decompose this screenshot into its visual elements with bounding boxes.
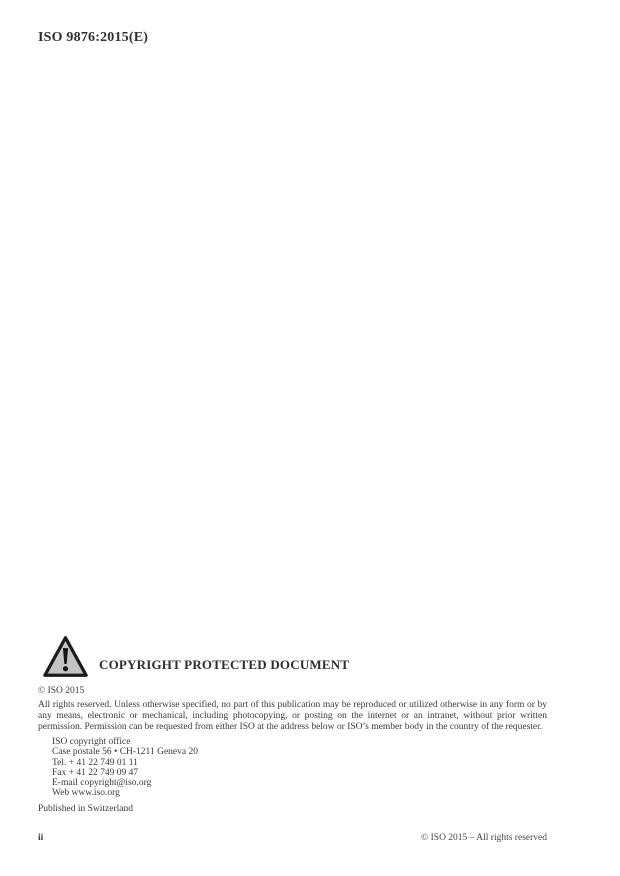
page-footer <box>38 833 547 843</box>
warning-triangle-icon <box>42 634 89 679</box>
rights-notice-paragraph: All rights reserved. Unless otherwise specified, no part of this publication may be reproduced or utilized otherwise in any form or by any means, electronic or mechanical, including photocopying, or posting on the internet or an intranet, without prior written permission. Permission can be requested from either ISO at the address below or ISO’s member body in the country of the requester. <box>38 700 547 732</box>
page-number: ii <box>38 833 44 843</box>
copyright-heading-row <box>38 634 547 679</box>
address-line-postal: Case postale 56 • CH-1211 Geneva 20 <box>52 747 198 758</box>
address-line-web: Web www.iso.org <box>52 787 120 798</box>
document-reference: ISO 9876:2015(E) <box>38 30 149 45</box>
iso-address-block <box>52 737 547 798</box>
address-line-tel: Tel. + 41 22 749 01 11 <box>52 757 138 768</box>
copyright-section <box>38 634 547 814</box>
copyright-year-line: © ISO 2015 <box>38 686 85 696</box>
footer-copyright: © ISO 2015 – All rights reserved <box>421 833 547 843</box>
address-line-email: E-mail copyright@iso.org <box>52 777 152 788</box>
published-line: Published in Switzerland <box>38 803 133 814</box>
address-line-fax: Fax + 41 22 749 09 47 <box>52 767 139 778</box>
copyright-heading: COPYRIGHT PROTECTED DOCUMENT <box>99 657 350 672</box>
address-line-office: ISO copyright office <box>52 737 131 748</box>
